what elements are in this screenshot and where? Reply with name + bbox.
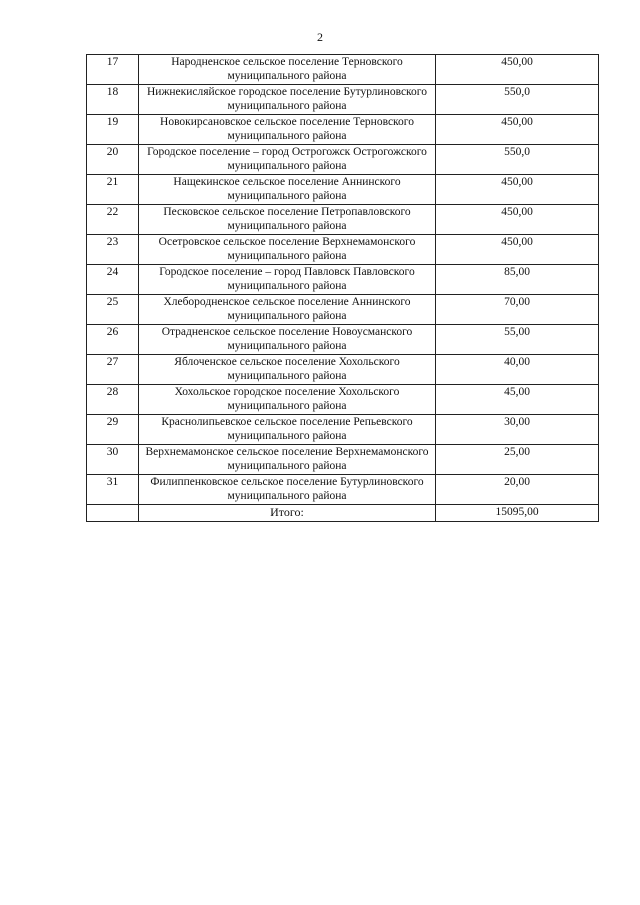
table-row [87, 235, 599, 265]
table-row [87, 55, 599, 85]
row-number: 25 [87, 295, 139, 325]
row-number: 19 [87, 115, 139, 145]
settlement-name: Хлебородненское сельское поселение Аннинского муниципального района [139, 295, 436, 325]
settlement-name: Нащекинское сельское поселение Аннинского муниципального района [139, 175, 436, 205]
row-number: 30 [87, 445, 139, 475]
settlement-name: Хохольское городское поселение Хохольского муниципального района [139, 385, 436, 415]
allocation-table [86, 54, 599, 522]
row-number: 20 [87, 145, 139, 175]
total-empty-cell [87, 505, 139, 522]
settlement-name: Краснолипьевское сельское поселение Репьевского муниципального района [139, 415, 436, 445]
page-number: 2 [317, 30, 323, 44]
amount: 450,00 [436, 175, 599, 205]
row-number: 17 [87, 55, 139, 85]
settlement-name: Верхнемамонское сельское поселение Верхнемамонского муниципального района [139, 445, 436, 475]
table-row [87, 265, 599, 295]
table-row [87, 445, 599, 475]
amount: 70,00 [436, 295, 599, 325]
settlement-name: Новокирсановское сельское поселение Терновского муниципального района [139, 115, 436, 145]
amount: 550,0 [436, 145, 599, 175]
row-number: 24 [87, 265, 139, 295]
amount: 30,00 [436, 415, 599, 445]
settlement-name: Яблоченское сельское поселение Хохольского муниципального района [139, 355, 436, 385]
table-row [87, 205, 599, 235]
row-number: 22 [87, 205, 139, 235]
table-row [87, 355, 599, 385]
row-number: 29 [87, 415, 139, 445]
total-amount: 15095,00 [436, 505, 599, 522]
settlement-name: Осетровское сельское поселение Верхнемамонского муниципального района [139, 235, 436, 265]
table-row [87, 385, 599, 415]
amount: 450,00 [436, 205, 599, 235]
row-number: 26 [87, 325, 139, 355]
row-number: 28 [87, 385, 139, 415]
row-number: 21 [87, 175, 139, 205]
settlement-name: Городское поселение – город Острогожск Острогожского муниципального района [139, 145, 436, 175]
amount: 25,00 [436, 445, 599, 475]
row-number: 18 [87, 85, 139, 115]
settlement-name: Филиппенковское сельское поселение Бутурлиновского муниципального района [139, 475, 436, 505]
amount: 20,00 [436, 475, 599, 505]
settlement-name: Городское поселение – город Павловск Павловского муниципального района [139, 265, 436, 295]
amount: 550,0 [436, 85, 599, 115]
total-label: Итого: [139, 505, 436, 522]
amount: 450,00 [436, 235, 599, 265]
settlement-name: Народненское сельское поселение Терновского муниципального района [139, 55, 436, 85]
table-row [87, 415, 599, 445]
amount: 450,00 [436, 55, 599, 85]
total-row [87, 505, 599, 522]
settlement-name: Нижнекисляйское городское поселение Бутурлиновского муниципального района [139, 85, 436, 115]
amount: 55,00 [436, 325, 599, 355]
table-row [87, 115, 599, 145]
table-row [87, 295, 599, 325]
table-body [87, 55, 599, 522]
amount: 45,00 [436, 385, 599, 415]
table-row [87, 85, 599, 115]
row-number: 23 [87, 235, 139, 265]
table-row [87, 475, 599, 505]
table-row [87, 145, 599, 175]
settlement-name: Песковское сельское поселение Петропавловского муниципального района [139, 205, 436, 235]
amount: 85,00 [436, 265, 599, 295]
table-row [87, 175, 599, 205]
row-number: 31 [87, 475, 139, 505]
settlement-name: Отрадненское сельское поселение Новоусманского муниципального района [139, 325, 436, 355]
row-number: 27 [87, 355, 139, 385]
amount: 40,00 [436, 355, 599, 385]
table-row [87, 325, 599, 355]
amount: 450,00 [436, 115, 599, 145]
